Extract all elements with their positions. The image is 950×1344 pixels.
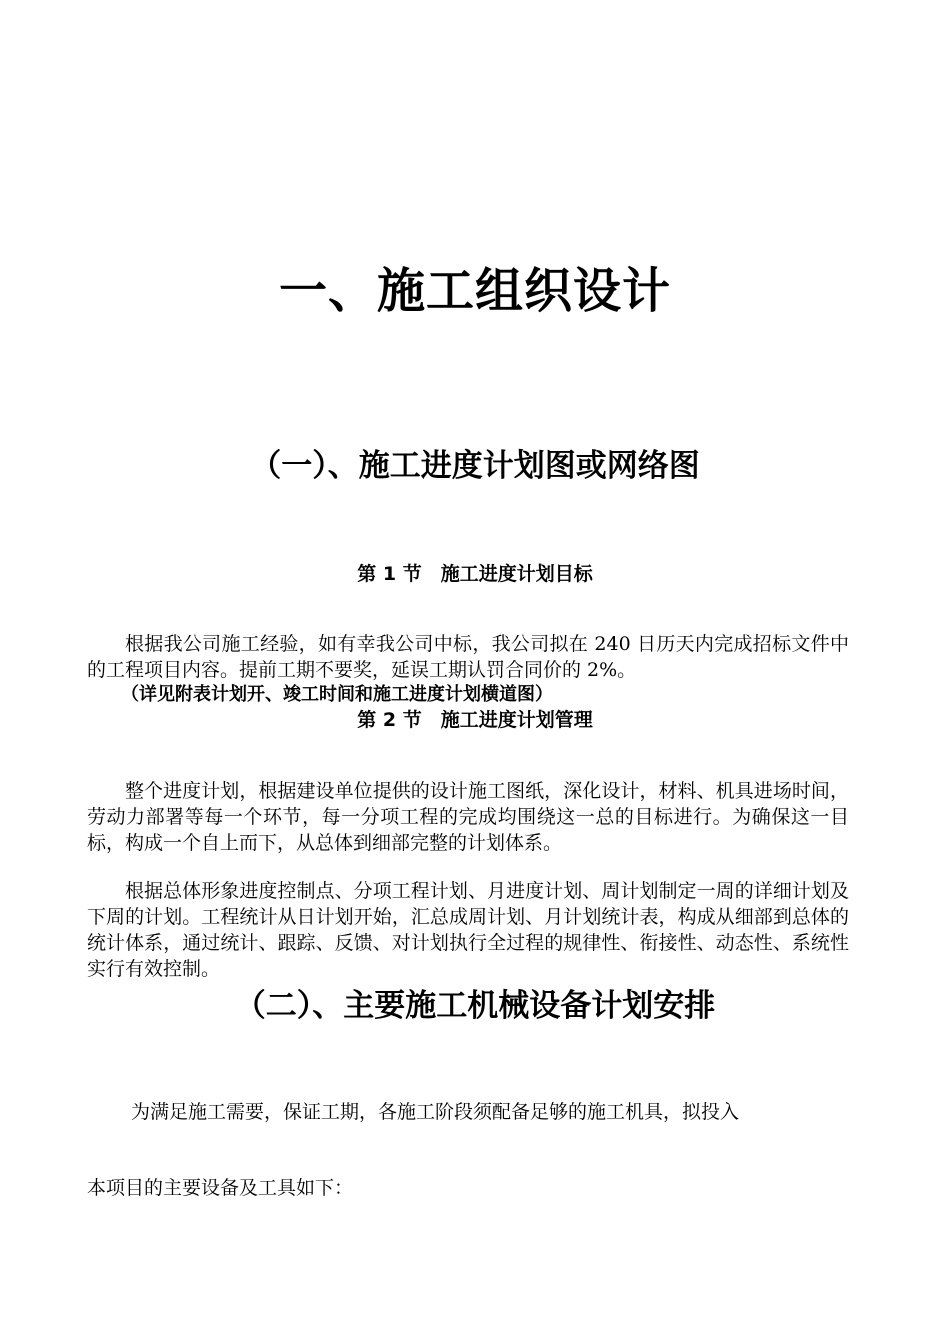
document-title: 一、施工组织设计 [278, 263, 671, 319]
paragraph-schedule-goal: 根据我公司施工经验，如有幸我公司中标，我公司拟在 240 日历天内完成招标文件中的工程项目内容。提前工期不要奖，延误工期认罚合同价的 2%。 [87, 633, 849, 681]
paragraph-schedule-management-2: 根据总体形象进度控制点、分项工程计划、月进度计划、周计划制定一周的详细计划及下周的计划。工程统计从日计划开始，汇总成周计划、月计划统计表，构成从细部到总体的统计体系，通过统计、跟踪、反馈、对计划执行全过程的规律性、衔接性、动态性、系统性实行有效控制。 [87, 880, 849, 980]
equipment-intro-line-2: 本项目的主要设备及工具如下： [87, 1177, 354, 1199]
paragraph-schedule-management-1: 整个进度计划，根据建设单位提供的设计施工图纸，深化设计，材料、机具进场时间，劳动力部署等每一个环节，每一分项工程的完成均围绕这一总的目标进行。为确保这一目标，构成一个自上而下，从总体到细部完整的计划体系。 [87, 780, 849, 854]
note-attachment-reference: （详见附表计划开、竣工时间和施工进度计划横道图） [121, 684, 553, 705]
equipment-intro-line-1: 为满足施工需要，保证工期，各施工阶段须配备足够的施工机具，拟投入 [131, 1101, 740, 1123]
subsection-heading-1: 第 1 节 施工进度计划目标 [357, 563, 593, 585]
subsection-heading-2: 第 2 节 施工进度计划管理 [357, 709, 593, 731]
section-heading-2: （二）、主要施工机械设备计划安排 [234, 988, 716, 1024]
section-heading-1: （一）、施工进度计划图或网络图 [250, 448, 700, 484]
